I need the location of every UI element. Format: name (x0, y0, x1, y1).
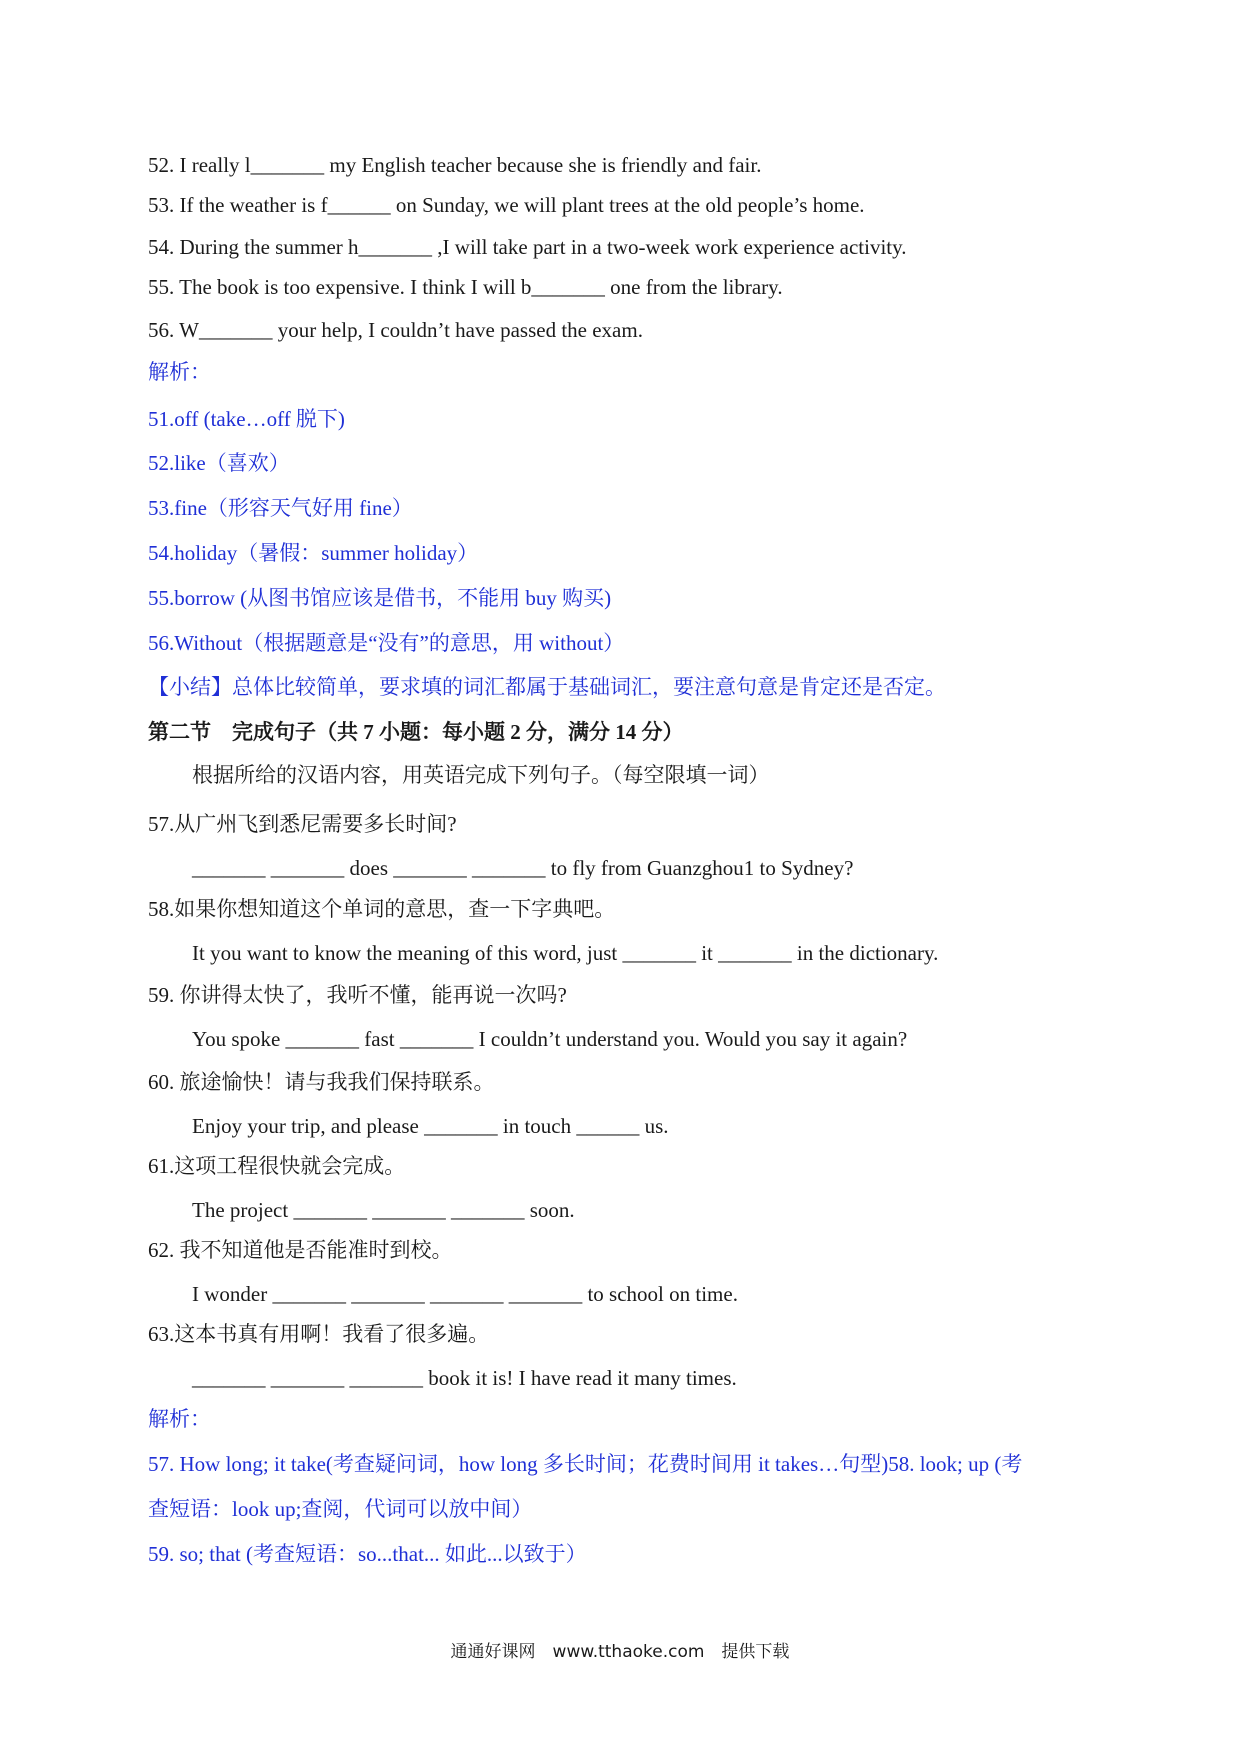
summary-note: 【小结】总体比较简单，要求填的词汇都属于基础词汇，要注意句意是肯定还是否定。 (148, 675, 946, 699)
question-52: 52. I really l_______ my English teacher because she is friendly and fair. (148, 153, 762, 177)
question-58-chinese: 58.如果你想知道这个单词的意思，查一下字典吧。 (148, 897, 616, 921)
question-60-english: Enjoy your trip, and please _______ in touch ______ us. (192, 1114, 669, 1138)
question-59-english: You spoke _______ fast _______ I couldn’t understand you. Would you say it again? (192, 1027, 908, 1051)
question-62-english: I wonder _______ _______ _______ _______ to school on time. (192, 1282, 738, 1306)
question-58-english: It you want to know the meaning of this word, just _______ it _______ in the dictionary. (192, 941, 939, 965)
answer-52: 52.like（喜欢） (148, 451, 290, 475)
answer-56: 56.Without（根据题意是“没有”的意思，用 without） (148, 631, 625, 655)
answer-55: 55.borrow (从图书馆应该是借书，不能用 buy 购买) (148, 586, 612, 610)
question-62-chinese: 62. 我不知道他是否能准时到校。 (148, 1238, 453, 1262)
question-55: 55. The book is too expensive. I think I will b_______ one from the library. (148, 275, 783, 299)
question-53: 53. If the weather is f______ on Sunday, we will plant trees at the old people’s home. (148, 193, 865, 217)
section-heading: 第二节 完成句子（共 7 小题：每小题 2 分，满分 14 分） (148, 720, 684, 744)
question-56: 56. W_______ your help, I couldn’t have passed the exam. (148, 318, 643, 342)
answer-59: 59. so; that (考查短语：so...that... 如此...以致于） (148, 1542, 587, 1566)
section-instruction: 根据所给的汉语内容，用英语完成下列句子。（每空限填一词） (192, 763, 770, 787)
question-63-english: _______ _______ _______ book it is! I have read it many times. (192, 1366, 737, 1390)
question-57-chinese: 57.从广州飞到悉尼需要多长时间? (148, 812, 457, 836)
page-footer: 通通好课网 www.tthaoke.com 提供下载 (450, 1642, 790, 1662)
answer-51: 51.off (take…off 脱下) (148, 407, 345, 431)
question-57-english: _______ _______ does _______ _______ to fly from Guanzghou1 to Sydney? (192, 856, 854, 880)
answer-53: 53.fine（形容天气好用 fine） (148, 496, 413, 520)
analysis-label-2: 解析： (148, 1407, 211, 1431)
question-63-chinese: 63.这本书真有用啊！我看了很多遍。 (148, 1322, 490, 1346)
question-59-chinese: 59. 你讲得太快了，我听不懂，能再说一次吗? (148, 983, 567, 1007)
answer-54: 54.holiday（暑假：summer holiday） (148, 541, 479, 565)
question-60-chinese: 60. 旅途愉快！请与我我们保持联系。 (148, 1070, 495, 1094)
analysis-label: 解析： (148, 360, 211, 384)
answer-58-continued: 查短语：look up;查阅，代词可以放中间） (148, 1497, 533, 1521)
question-61-english: The project _______ _______ _______ soon. (192, 1198, 575, 1222)
answer-57-58: 57. How long; it take(考查疑问词，how long 多长时间；花费时间用 it takes…句型)58. look; up (考 (148, 1452, 1023, 1476)
question-61-chinese: 61.这项工程很快就会完成。 (148, 1154, 406, 1178)
question-54: 54. During the summer h_______ ,I will take part in a two-week work experience activity. (148, 235, 907, 259)
